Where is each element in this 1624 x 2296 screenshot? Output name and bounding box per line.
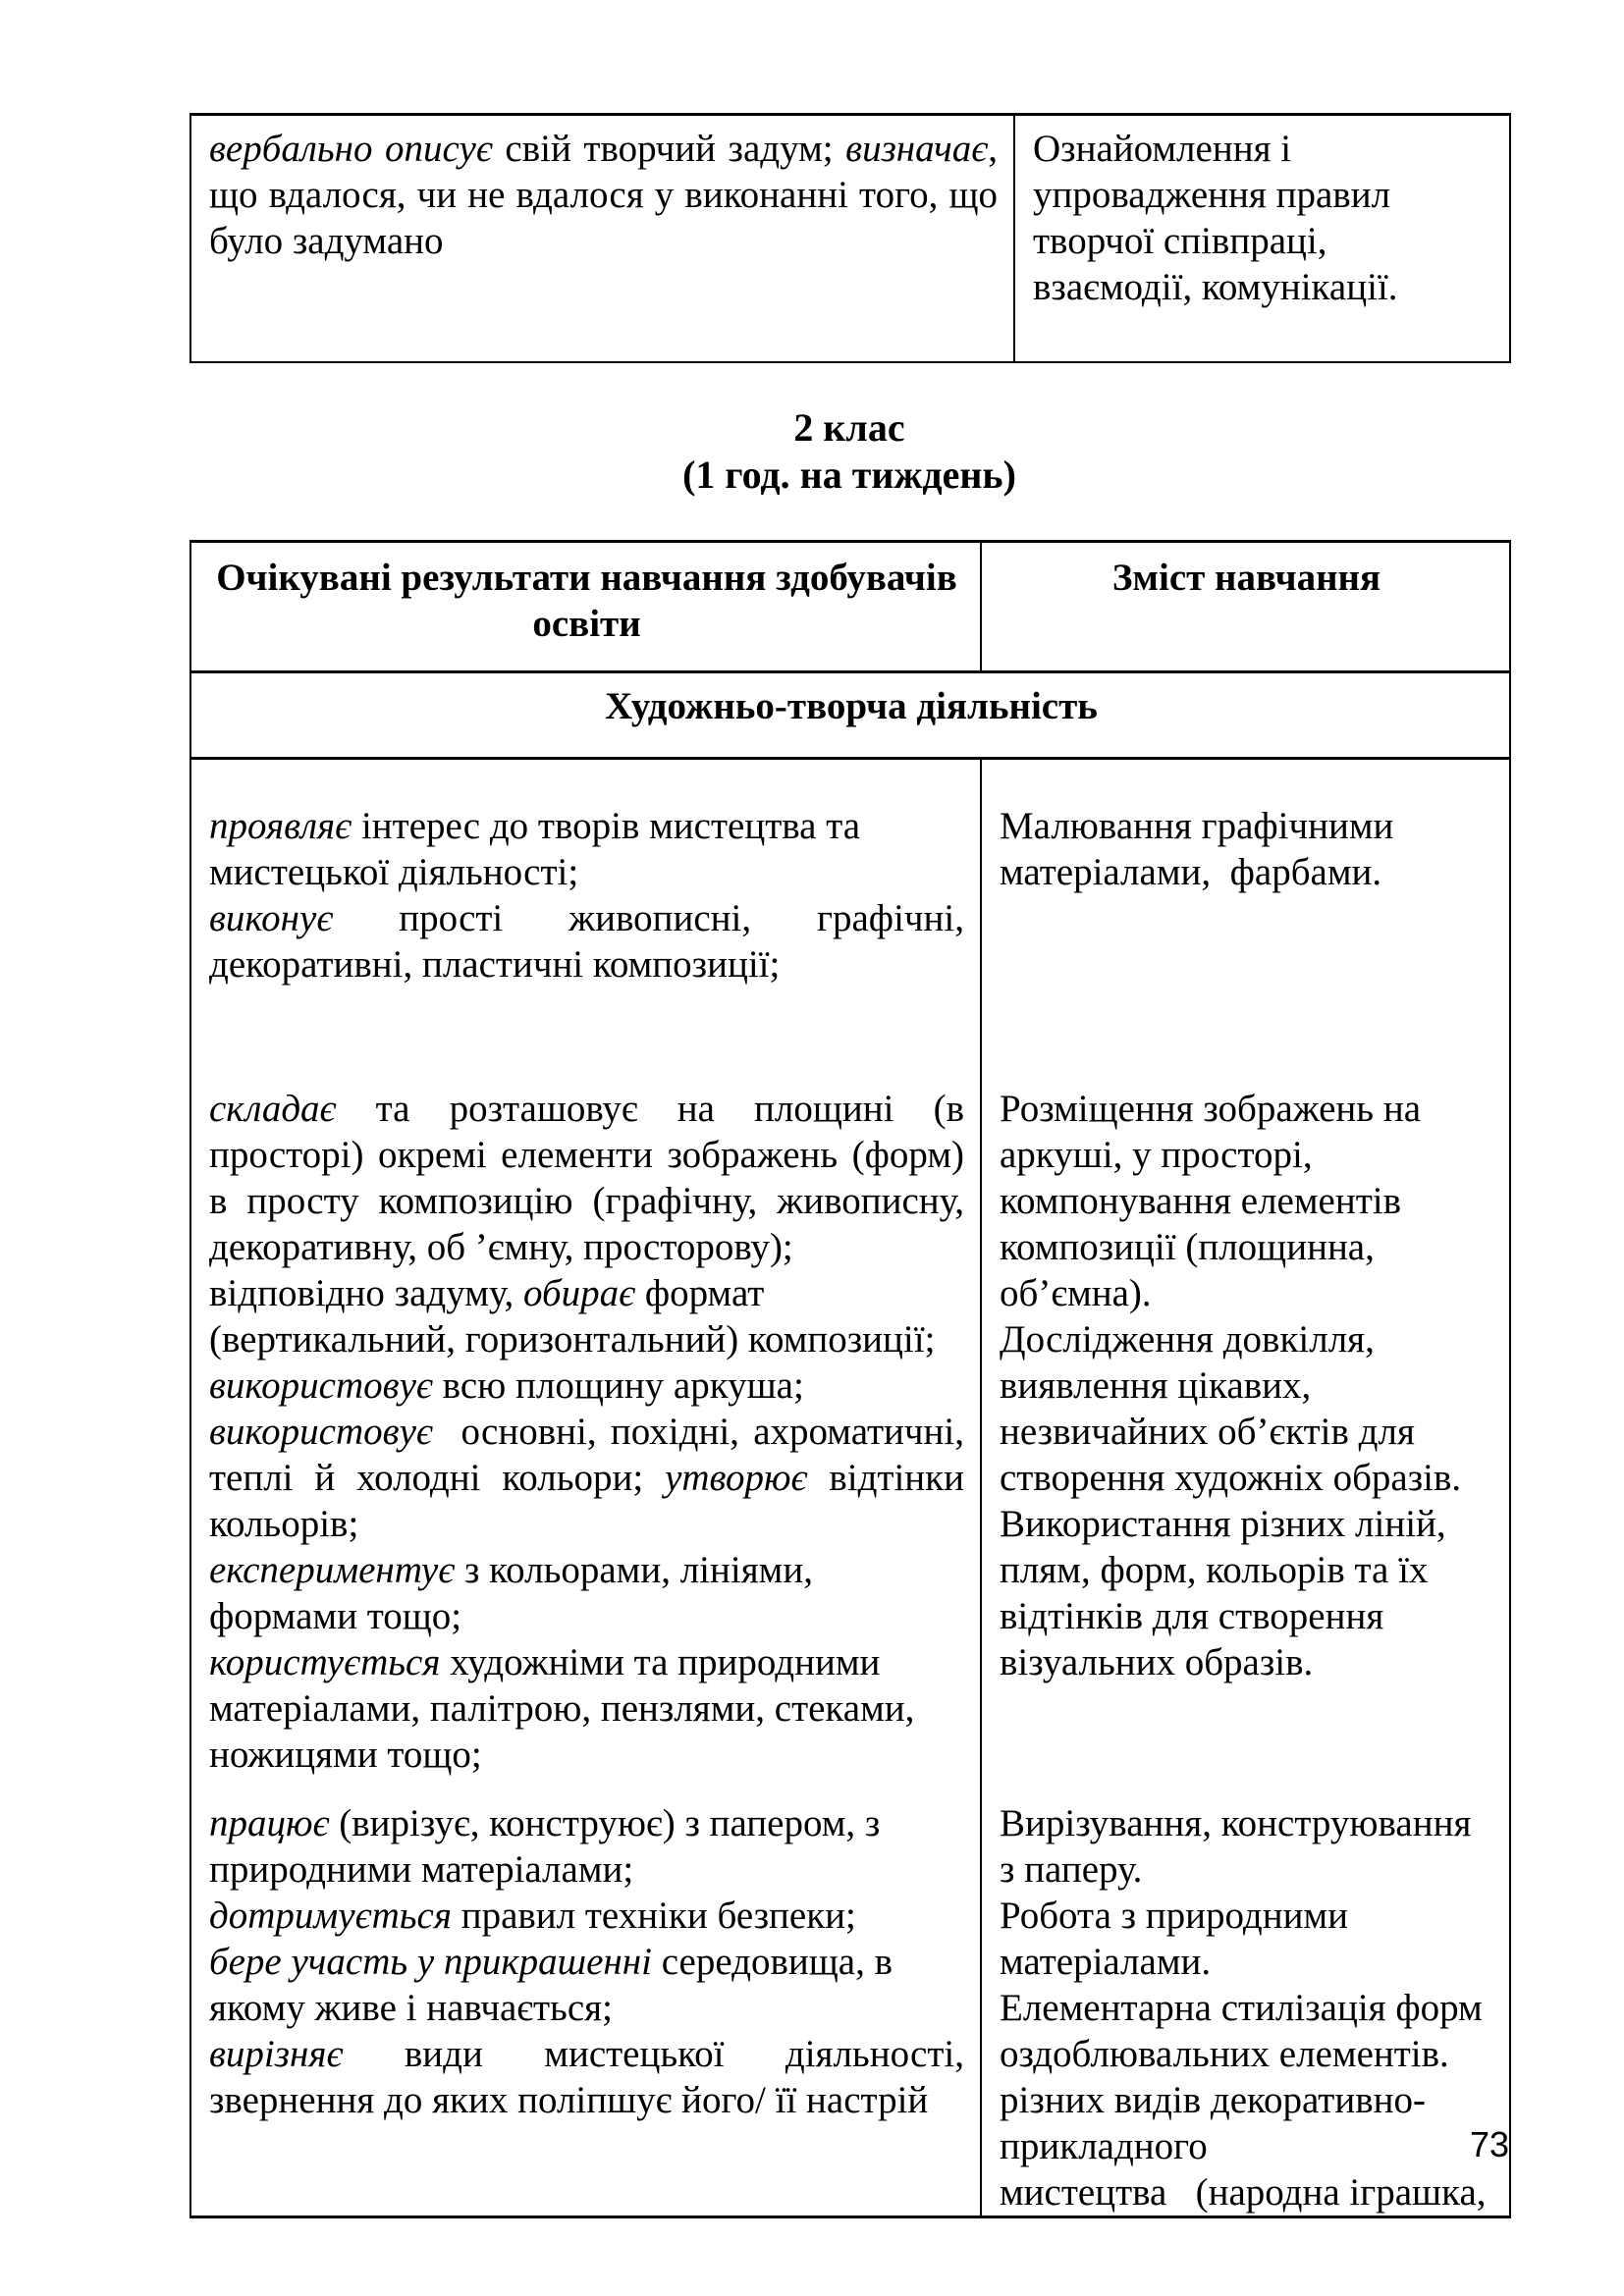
section-header: Художньо-творча діяльність: [190, 672, 1510, 759]
table-row: [190, 1080, 1510, 1794]
page-number: 73: [1469, 2124, 1509, 2164]
table-header-row: [190, 542, 1510, 672]
table-row: [190, 115, 1510, 363]
row2-left-cell: складає та розташовує на площині (в просторі) окремі елементи зображень (форм) в просту композицію (графічну, живописну, декоративну, об ’ємну, просторову); відповідно задуму, обирає формат (вертикальний, горизонтальний) композиції; використовує всю площину аркуша; використовує основні, похідні, ахроматичні, теплі й холодні кольори; утворює відтінки кольорів; експериментує з кольорами, лініями, формами тощо; користується художніми та природними матеріалами, палітрою, пензлями, стеками, ножицями тощо;: [190, 1080, 981, 1794]
row3-right-cell: Вирізування, конструювання з паперу. Робота з природними матеріалами. Елементарна стилізація форм оздоблювальних елементів. різних видів декоративно-прикладного мистецтва (народна іграшка,: [981, 1794, 1510, 2217]
class-heading-line2: (1 год. на тиждень): [682, 453, 1016, 497]
prev-table-right-cell: Ознайомлення і упровадження правил творчої співпраці, взаємодії, комунікації.: [1014, 115, 1510, 363]
previous-page-table: [189, 113, 1511, 363]
class-heading: [189, 404, 1509, 499]
curriculum-table: [189, 540, 1511, 2218]
row2-right-cell: Розміщення зображень на аркуші, у просторі, компонування елементів композиції (площинна, об’ємна). Дослідження довкілля, виявлення цікавих, незвичайних об’єктів для створення художніх образів. Використання різних ліній, плям, форм, кольорів та їх відтінків для створення візуальних образів.: [981, 1080, 1510, 1794]
prev-table-left-cell: вербально описує свій творчий задум; визначає, що вдалося, чи не вдалося у виконанні того, що було задумано: [190, 115, 1014, 363]
column-header-learning-content: Зміст навчання: [981, 542, 1510, 672]
row1-right-cell: Малювання графічними матеріалами, фарбами.: [981, 759, 1510, 1081]
class-heading-line1: 2 клас: [793, 405, 905, 450]
row3-left-cell: працює (вирізує, конструює) з папером, з природними матеріалами; дотримується правил техніки безпеки; бере участь у прикрашенні середовища, в якому живе і навчається; вирізняє види мистецької діяльності, звернення до яких поліпшує його/ її настрій: [190, 1794, 981, 2217]
table-row: [190, 759, 1510, 1081]
row1-left-cell: проявляє інтерес до творів мистецтва та мистецької діяльності; виконує прості живописні, графічні, декоративні, пластичні композиції;: [190, 759, 981, 1081]
column-header-expected-results: Очікувані результати навчання здобувачів освіти: [190, 542, 981, 672]
section-header-row: [190, 672, 1510, 759]
